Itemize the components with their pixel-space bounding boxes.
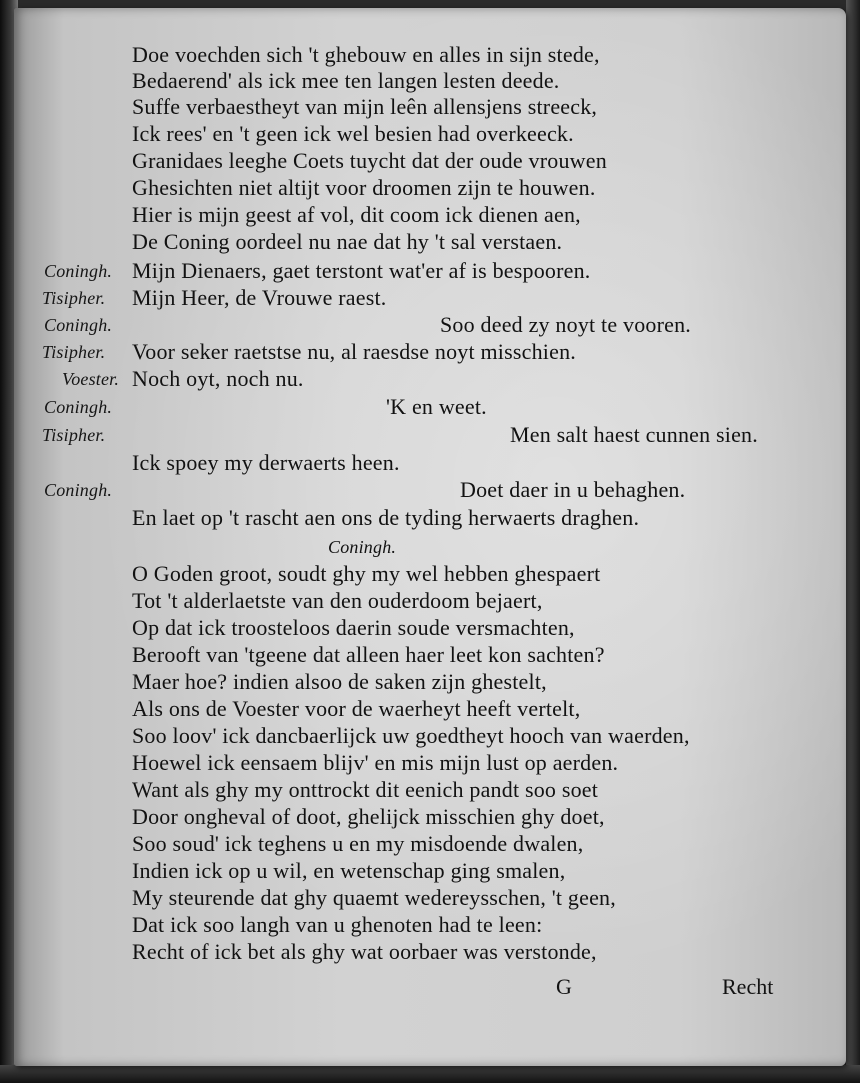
verse-text: Soo loov' ick dancbaerlijck uw goedtheyt hooch van waerden, — [132, 723, 690, 748]
dialogue-line — [14, 312, 846, 338]
verse-line — [14, 750, 846, 776]
verse-text: Doet daer in u behaghen. — [460, 477, 686, 502]
verse-text: Granidaes leeghe Coets tuycht dat der oude vrouwen — [132, 148, 607, 173]
verse-text: De Coning oordeel nu nae dat hy 't sal verstaen. — [132, 229, 563, 254]
verse-line — [14, 777, 846, 803]
verse-text: 'K en weet. — [386, 394, 487, 419]
dialogue-line — [14, 477, 846, 503]
verse-text: Men salt haest cunnen sien. — [510, 422, 758, 447]
verse-text: Mijn Dienaers, gaet terstont wat'er af is bespooren. — [132, 258, 591, 283]
verse-text: Berooft van 'tgeene dat alleen haer leet kon sachten? — [132, 642, 605, 667]
verse-line — [14, 831, 846, 857]
speaker-heading: Coningh. — [328, 537, 397, 557]
verse-line — [14, 202, 846, 228]
verse-line — [14, 229, 846, 255]
verse-text: Recht of ick bet als ghy wat oorbaer was verstonde, — [132, 939, 597, 964]
verse-line — [14, 858, 846, 884]
page-edge-bottom — [0, 1065, 860, 1083]
dialogue-line — [14, 422, 846, 448]
dialogue-line — [14, 394, 846, 420]
verse-text: Soo deed zy noyt te vooren. — [440, 312, 692, 337]
verse-text: Dat ick soo langh van u ghenoten had te leen: — [132, 912, 543, 937]
speaker-label: Tisipher. — [42, 288, 106, 308]
verse-text: Door ongheval of doot, ghelijck misschien ghy doet, — [132, 804, 605, 829]
verse-text: Ick spoey my derwaerts heen. — [132, 450, 400, 475]
dialogue-line — [14, 450, 846, 476]
verse-line — [14, 885, 846, 911]
verse-line — [14, 148, 846, 174]
speaker-label: Tisipher. — [42, 425, 106, 445]
verse-text: Bedaerend' als ick mee ten langen lesten deede. — [132, 68, 560, 93]
speech-heading — [14, 534, 846, 560]
verse-text: Voor seker raetstse nu, al raesdse noyt misschien. — [132, 339, 576, 364]
verse-line — [14, 615, 846, 641]
verse-text: My steurende dat ghy quaemt wedereysschen, 't geen, — [132, 885, 616, 910]
verse-text: Suffe verbaestheyt van mijn leên allensjens streeck, — [132, 94, 598, 119]
signature-mark: G — [556, 974, 572, 999]
verse-text: Noch oyt, noch nu. — [132, 366, 304, 391]
verse-line — [14, 588, 846, 614]
verse-line — [14, 121, 846, 147]
printed-page — [14, 8, 846, 1066]
speaker-label: Coningh. — [44, 397, 113, 417]
verse-text: Doe voechden sich 't ghebouw en alles in sijn stede, — [132, 42, 600, 67]
verse-text: Maer hoe? indien alsoo de saken zijn ghestelt, — [132, 669, 547, 694]
verse-text: O Goden groot, soudt ghy my wel hebben ghespaert — [132, 561, 601, 586]
verse-line — [14, 939, 846, 965]
verse-text: Hier is mijn geest af vol, dit coom ick dienen aen, — [132, 202, 581, 227]
verse-text: Mijn Heer, de Vrouwe raest. — [132, 285, 387, 310]
speaker-label: Coningh. — [44, 480, 113, 500]
verse-line — [14, 723, 846, 749]
verse-line — [14, 94, 846, 120]
verse-text: Ghesichten niet altijt voor droomen zijn te houwen. — [132, 175, 596, 200]
verse-line — [14, 42, 846, 68]
page-edge-right — [846, 0, 860, 1083]
dialogue-line — [14, 505, 846, 531]
speaker-label: Coningh. — [44, 315, 113, 335]
verse-text: En laet op 't rascht aen ons de tyding herwaerts draghen. — [132, 505, 640, 530]
verse-line — [14, 804, 846, 830]
verse-text: Soo soud' ick teghens u en my misdoende dwalen, — [132, 831, 584, 856]
verse-line — [14, 669, 846, 695]
speaker-label: Voester. — [62, 369, 120, 389]
dialogue-line — [14, 339, 846, 365]
verse-line — [14, 696, 846, 722]
verse-text: Tot 't alderlaetste van den ouderdoom bejaert, — [132, 588, 543, 613]
verse-text: Op dat ick troosteloos daerin soude versmachten, — [132, 615, 575, 640]
verse-text: Want als ghy my onttrockt dit eenich pandt soo soet — [132, 777, 599, 802]
dialogue-line — [14, 366, 846, 392]
verse-text: Hoewel ick eensaem blijv' en mis mijn lust op aerden. — [132, 750, 619, 775]
verse-line — [14, 912, 846, 938]
catchword: Recht — [722, 974, 774, 999]
speaker-label: Coningh. — [44, 261, 113, 281]
verse-line — [14, 68, 846, 94]
verse-line — [14, 642, 846, 668]
verse-line — [14, 175, 846, 201]
verse-line — [14, 561, 846, 587]
verse-text: Indien ick op u wil, en wetenschap ging smalen, — [132, 858, 566, 883]
dialogue-line — [14, 285, 846, 311]
verse-text: Ick rees' en 't geen ick wel besien had overkeeck. — [132, 121, 574, 146]
speaker-label: Tisipher. — [42, 342, 106, 362]
verse-text: Als ons de Voester voor de waerheyt heeft vertelt, — [132, 696, 581, 721]
dialogue-line — [14, 258, 846, 284]
